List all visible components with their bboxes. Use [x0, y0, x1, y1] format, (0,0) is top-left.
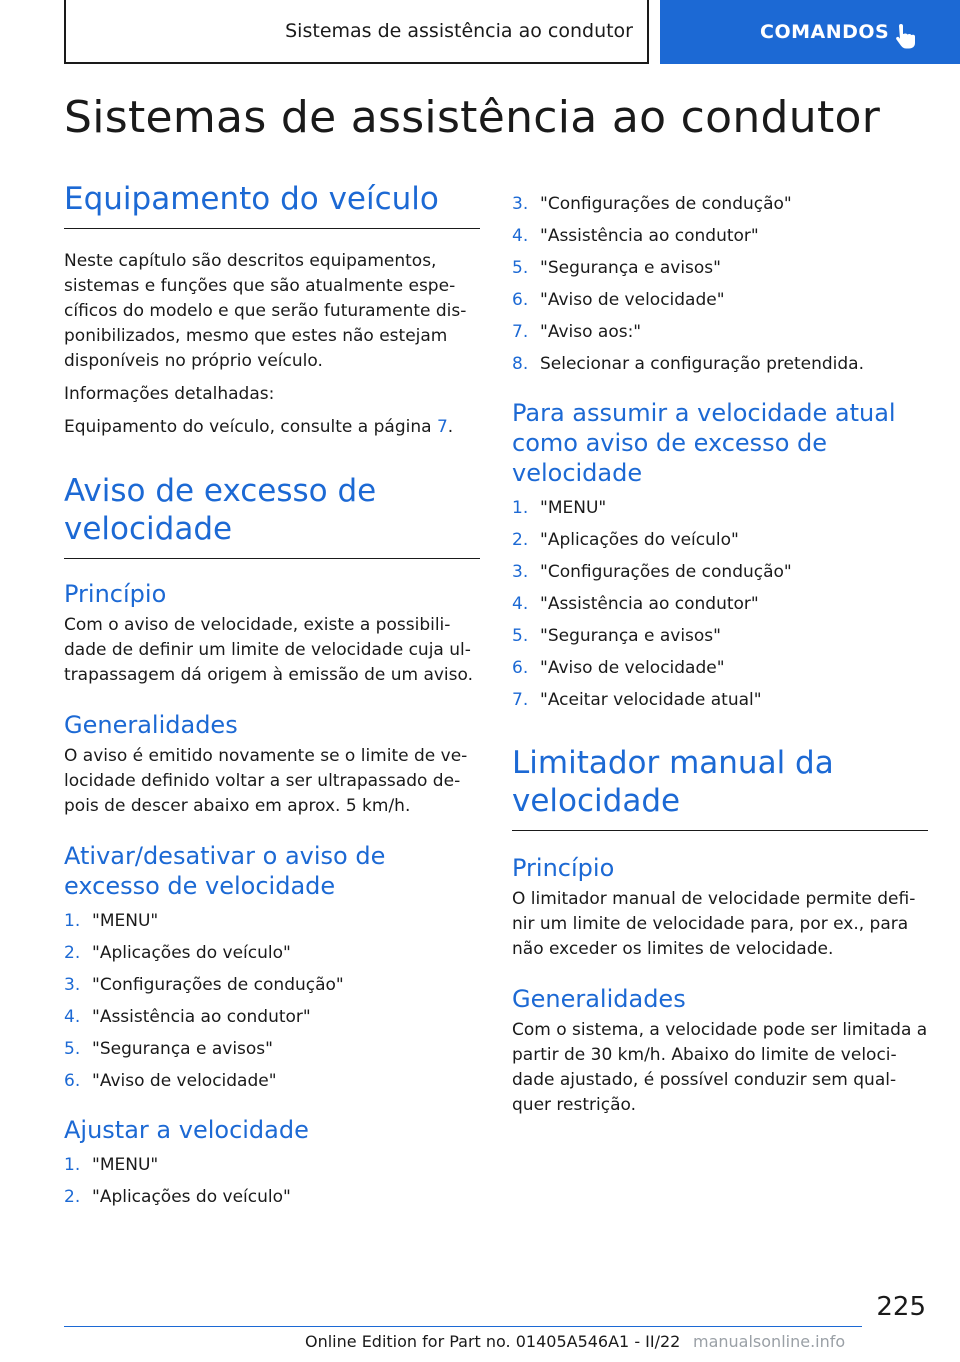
list-item-text: "Assistência ao condutor": [540, 594, 759, 614]
list-item: [512, 588, 928, 620]
list-item: [64, 1065, 480, 1097]
page-number: 225: [876, 1292, 926, 1322]
list-item-number: 7.: [512, 322, 529, 342]
limitador-general-body: Com o sistema, a velocidade pode ser limitada a partir de 30 km/h. Abaixo do limite de velocidade ajustado, é possível conduzir sem qualquer restrição.: [512, 1020, 928, 1115]
list-item-number: 8.: [512, 354, 529, 374]
list-item-text: "Segurança e avisos": [92, 1039, 273, 1059]
list-item: [64, 969, 480, 1001]
hand-pointer-icon: [894, 22, 920, 50]
list-item: [64, 1033, 480, 1065]
list-item-number: 1.: [64, 911, 81, 931]
list-item-number: 2.: [64, 1187, 81, 1207]
list-item-number: 4.: [512, 226, 529, 246]
ajustar-steps-list-part1: [64, 1149, 480, 1213]
list-item-number: 4.: [512, 594, 529, 614]
list-item-number: 5.: [512, 258, 529, 278]
footer-edition: Online Edition for Part no. 01405A546A1 - II/22: [305, 1332, 681, 1351]
heading-limitador: Limitador manual da velocidade: [512, 744, 928, 831]
list-item: [512, 556, 928, 588]
list-item-number: 1.: [64, 1155, 81, 1175]
list-item-text: "Aviso de velocidade": [540, 658, 725, 678]
limitador-principio-body: O limitador manual de velocidade permite definir um limite de velocidade para, por ex., para não exceder os limites de velocidade.: [512, 889, 916, 959]
list-item-number: 3.: [512, 562, 529, 582]
list-item: [512, 620, 928, 652]
list-item-text: "Segurança e avisos": [540, 258, 721, 278]
aviso-principio-title: Princípio: [64, 580, 167, 608]
list-item: [512, 348, 928, 380]
ajustar-steps-list-part2: [512, 188, 928, 380]
page-title: Sistemas de assistência ao condutor: [64, 92, 881, 143]
footer-divider: [64, 1326, 862, 1327]
list-item-text: "Aviso aos:": [540, 322, 642, 342]
header-section-title: Sistemas de assistência ao condutor: [285, 20, 633, 42]
list-item-number: 4.: [64, 1007, 81, 1027]
equip-body: Neste capítulo são descritos equipamentos, sistemas e funções que são atualmente específicos do modelo e que serão futuramente disponibilizados, mesmo que estes não estejam disponíveis no próprio veículo.: [64, 251, 467, 371]
list-item-text: "Assistência ao condutor": [92, 1007, 311, 1027]
list-item-text: "MENU": [540, 498, 607, 518]
list-item-text: "Configurações de condução": [540, 562, 792, 582]
aviso-ativar-title: Ativar/desativar o aviso de excesso de velocidade: [64, 842, 386, 900]
list-item: [64, 1001, 480, 1033]
list-item-number: 2.: [512, 530, 529, 550]
left-column: [64, 180, 480, 1213]
list-item-number: 2.: [64, 943, 81, 963]
heading-equipamento: Equipamento do veículo: [64, 180, 480, 229]
list-item-text: "Configurações de condução": [92, 975, 344, 995]
list-item: [512, 684, 928, 716]
list-item: [512, 284, 928, 316]
list-item: [64, 905, 480, 937]
equip-ref-end: .: [447, 417, 454, 437]
list-item-number: 5.: [512, 626, 529, 646]
list-item-text: "Assistência ao condutor": [540, 226, 759, 246]
list-item: [512, 220, 928, 252]
list-item: [512, 188, 928, 220]
list-item: [512, 492, 928, 524]
list-item: [64, 1181, 480, 1213]
assumir-steps-list: [512, 492, 928, 716]
list-item-text: Selecionar a configuração pretendida.: [540, 354, 864, 374]
list-item-number: 3.: [512, 194, 529, 214]
equip-info: Informações detalhadas:: [64, 384, 275, 404]
list-item-text: "MENU": [92, 911, 159, 931]
aviso-ajustar-title: Ajustar a velocidade: [64, 1116, 309, 1144]
right-column: [512, 188, 928, 1118]
header-tab[interactable]: [660, 0, 960, 64]
header-tab-label: COMANDOS: [760, 21, 890, 43]
footer-watermark: manualsonline.info: [693, 1332, 846, 1351]
limitador-general-title: Generalidades: [512, 985, 686, 1013]
list-item: [512, 252, 928, 284]
ativar-steps-list: [64, 905, 480, 1097]
list-item: [512, 652, 928, 684]
aviso-assumir-title: Para assumir a velocidade atual como aviso de excesso de velocidade: [512, 399, 896, 487]
equip-ref: [64, 415, 480, 440]
list-item-text: "Configurações de condução": [540, 194, 792, 214]
header-section: [64, 0, 649, 64]
list-item-text: "Aviso de velocidade": [92, 1071, 277, 1091]
list-item-text: "Aviso de velocidade": [540, 290, 725, 310]
list-item-number: 3.: [64, 975, 81, 995]
list-item-text: "Aceitar velocidade atual": [540, 690, 762, 710]
list-item: [64, 937, 480, 969]
list-item: [512, 524, 928, 556]
list-item-number: 5.: [64, 1039, 81, 1059]
equip-ref-text: Equipamento do veículo, consulte a página: [64, 417, 437, 437]
list-item-number: 6.: [64, 1071, 81, 1091]
list-item-text: "Segurança e avisos": [540, 626, 721, 646]
list-item: [512, 316, 928, 348]
aviso-principio-body: Com o aviso de velocidade, existe a possibilidade de definir um limite de velocidade cuja ultrapassagem dá origem à emissão de um aviso.: [64, 615, 474, 685]
heading-aviso: Aviso de excesso de velocidade: [64, 472, 480, 559]
list-item: [64, 1149, 480, 1181]
aviso-general-body: O aviso é emitido novamente se o limite de velocidade definido voltar a ser ultrapassado depois de descer abaixo em aprox. 5 km/h.: [64, 746, 468, 816]
equip-ref-page-link[interactable]: 7: [436, 417, 448, 437]
list-item-number: 1.: [512, 498, 529, 518]
limitador-principio-title: Princípio: [512, 854, 615, 882]
list-item-text: "Aplicações do veículo": [92, 1187, 291, 1207]
list-item-number: 6.: [512, 658, 529, 678]
aviso-general-title: Generalidades: [64, 711, 238, 739]
list-item-number: 7.: [512, 690, 529, 710]
list-item-text: "Aplicações do veículo": [540, 530, 739, 550]
list-item-text: "Aplicações do veículo": [92, 943, 291, 963]
list-item-number: 6.: [512, 290, 529, 310]
list-item-text: "MENU": [92, 1155, 159, 1175]
